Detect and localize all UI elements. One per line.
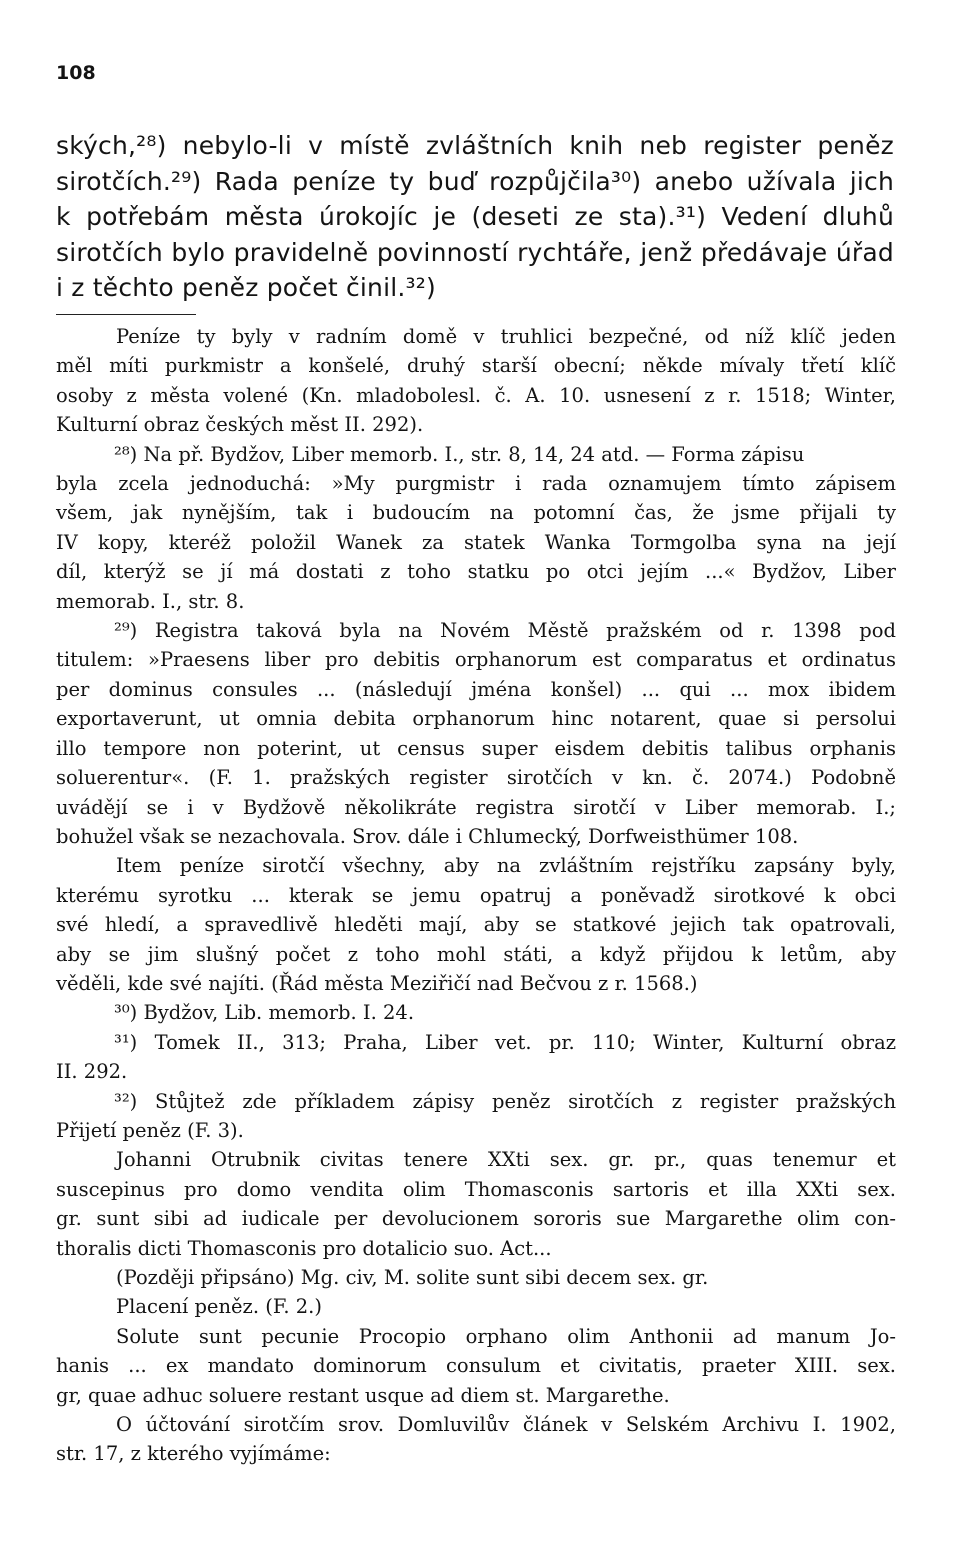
footnote-line: Johanni Otrubnik civitas tenere XXti sex. gr. pr., quas tenemur et [116,1148,896,1172]
footnote-line: kterému syrotku ... kterak se jemu opatruj a poněvadž sirotkové k obci [56,883,896,907]
footnote-line: aby se jim slušný počet z toho mohl státi, a když přijdou k letům, aby [56,942,896,966]
footnote-line: (Později připsáno) Mg. civ, M. solite sunt sibi decem sex. gr. [116,1266,709,1289]
footnote-line: gr. sunt sibi ad iudicale per devolucionem sororis sue Margarethe olim con- [56,1207,896,1231]
footnote-line: díl, kterýž se jí má dostati z toho statku po otci jejím ...« Bydžov, Liber [56,560,896,584]
footnote-line: osoby z města volené (Kn. mladobolesl. č. A. 10. usnesení z r. 1518; Winter, [56,383,896,407]
footnote-line: ³⁰) Bydžov, Lib. memorb. I. 24. [114,1001,415,1025]
footnote-line: II. 292. [56,1060,128,1084]
footnote-line: Solute sunt pecunie Procopio orphano olim Anthonii ad manum Jo- [116,1324,896,1348]
footnote-line: Item peníze sirotčí všechny, aby na zvláštním rejstříku zapsány byly, [116,854,896,878]
body-text [56,128,894,306]
footnote-line: titulem: »Praesens liber pro debitis orphanorum est comparatus et ordinatus [56,648,896,672]
footnote-line: své hledí, a spravedlivě hleděti mají, aby se statkové jejich tak opatrovali, [56,913,896,937]
footnote-line: bohužel však se nezachovala. Srov. dále i Chlumecký, Dorfweisthümer 108. [56,824,799,848]
body-line: k potřebám města úrokojíc je (deseti ze sta).³¹) Vedení dluhů [56,202,894,231]
footnote-line: Kulturní obraz českých měst II. 292). [56,413,424,437]
footnote-separator [56,314,196,315]
footnote-line: memorab. I., str. 8. [56,589,245,613]
footnote-line: IV kopy, kteréž položil Wanek za statek Wanka Tormgolba syna na její [56,530,896,554]
footnote-line: ²⁸) Na př. Bydžov, Liber memorb. I., str. 8, 14, 24 atd. — Forma zápisu [114,442,805,466]
footnote-line: suscepinus pro domo vendita olim Thomasconis sartoris et illa XXti sex. [56,1177,896,1201]
body-line: sirotčích bylo pravidelně povinností rychtáře, jenž předávaje úřad [56,237,894,267]
body-line: sirotčích.²⁹) Rada peníze ty buď rozpůjčila³⁰) anebo užívala jich [56,166,894,196]
footnote-line: všem, jak nynějším, tak i budoucím na potomní čas, že jsme přijali ty [56,501,896,525]
footnote-line: str. 17, z kterého vyjímáme: [56,1442,331,1466]
body-line: ských,²⁸) nebylo-li v místě zvláštních knih neb register peněz [56,131,894,160]
footnote-line: hanis ... ex mandato dominorum consulum et civitatis, praeter XIII. sex. [56,1354,896,1378]
footnote-line: per dominus consules ... (následují jména konšel) ... qui ... mox ibidem [56,677,896,701]
footnote-line: soluerentur«. (F. 1. pražských register sirotčích v kn. č. 2074.) Podobně [56,766,896,790]
body-line: i z těchto peněz počet činil.³²) [56,273,436,302]
footnote-line: byla zcela jednoduchá: »My purgmistr i rada oznamujem tímto zápisem [56,472,896,496]
footnote-line: ²⁹) Registra taková byla na Novém Městě pražském od r. 1398 pod [114,619,896,643]
footnote-line: měl míti purkmistr a konšelé, druhý starší obecní; někde mívaly třetí klíč [56,354,896,378]
footnote-line: illo tempore non poterint, ut census super eisdem debitis talibus orphanis [56,736,896,760]
footnote-line: exportaverunt, ut omnia debita orphanorum hinc notarent, quae si persolui [56,707,896,731]
footnote-line: Placení peněz. (F. 2.) [116,1295,322,1319]
footnotes [56,322,896,1469]
footnote-line: věděli, kde své najíti. (Řád města Meziřičí nad Bečvou z r. 1568.) [56,971,698,995]
footnote-line: Peníze ty byly v radním domě v truhlici bezpečné, od níž klíč jeden [116,325,896,348]
footnote-line: O účtování sirotčím srov. Domluvilův článek v Selském Archivu I. 1902, [116,1413,896,1437]
page-number: 108 [56,62,96,84]
footnote-line: ³²) Stůjtež zde příkladem zápisy peněz sirotčích z register pražských [114,1089,896,1113]
footnote-line: Přijetí peněz (F. 3). [56,1118,244,1142]
footnote-line: gr, quae adhuc soluere restant usque ad diem st. Margarethe. [56,1383,670,1407]
footnote-line: thoralis dicti Thomasconis pro dotalicio suo. Act... [56,1236,552,1260]
footnote-line: uvádějí se i v Bydžově několikráte registra sirotčí v Liber memorab. I.; [56,795,896,819]
footnote-line: ³¹) Tomek II., 313; Praha, Liber vet. pr. 110; Winter, Kulturní obraz [114,1030,896,1054]
